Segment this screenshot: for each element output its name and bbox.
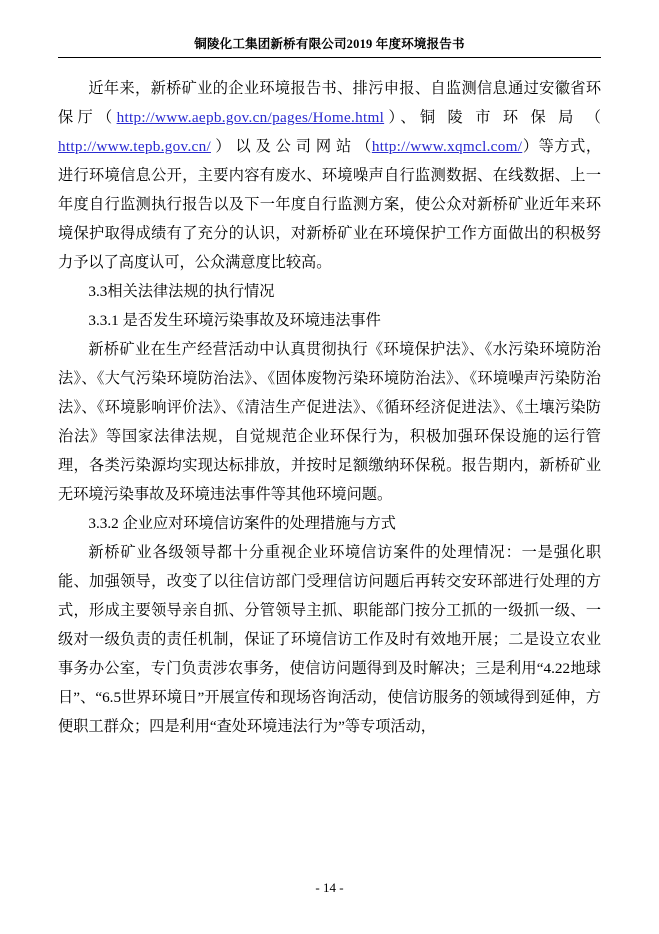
- paragraph-public-disclosure: [58, 74, 601, 277]
- link-xqmcl[interactable]: http://www.xqmcl.com/: [371, 138, 523, 155]
- section-heading-3-3-2: 3.3.2 企业应对环境信访案件的处理措施与方式: [88, 515, 396, 532]
- page-number: - 14 -: [315, 880, 344, 895]
- text-segment: ）、铜 陵 市 环 保 局 （: [384, 109, 601, 126]
- page-header-title: 铜陵化工集团新桥有限公司2019 年度环境报告书: [194, 37, 465, 51]
- document-body: [58, 74, 601, 741]
- link-tepb[interactable]: http://www.tepb.gov.cn/: [58, 138, 211, 155]
- section-heading-3-3: 3.3相关法律法规的执行情况: [88, 283, 275, 300]
- text-segment: ） 以 及 公 司 网 站 （: [211, 138, 372, 155]
- text-segment: 近年来，新桥矿业的企业环境报告书、排污申报、自监测信息通过安徽省环保厅（: [58, 80, 601, 126]
- section-heading-3-3-1: 3.3.1 是否发生环境污染事故及环境违法事件: [88, 312, 381, 329]
- header-divider: [58, 57, 601, 58]
- text-segment: ）等方式，进行环境信息公开，主要内容有废水、环境噪声自行监测数据、在线数据、上一年度自行监测执行报告以及下一年度自行监测方案，使公众对新桥矿业近年来环境保护取得成绩有了充分的认识，对新桥矿业在环境保护工作方面做出的积极努力予以了高度认可，公众满意度比较高。: [58, 138, 602, 271]
- link-aepb[interactable]: http://www.aepb.gov.cn/pages/Home.html: [116, 109, 385, 126]
- paragraph-complaint-handling: 新桥矿业各级领导都十分重视企业环境信访案件的处理情况：一是强化职能、加强领导，改变了以往信访部门受理信访问题后再转交安环部进行处理的方式，形成主要领导亲自抓、分管领导主抓、职能部门按分工抓的一级抓一级、一级对一级负责的责任机制，保证了环境信访工作及时有效地开展；二是设立农业事务办公室，专门负责涉农事务，使信访问题得到及时解决；三是利用“4.22地球日”、“6.5世界环境日”开展宣传和现场咨询活动，使信访服务的领域得到延伸，方便职工群众；四是利用“查处环境违法行为”等专项活动，: [58, 544, 601, 735]
- paragraph-law-compliance: 新桥矿业在生产经营活动中认真贯彻执行《环境保护法》、《水污染环境防治法》、《大气污染环境防治法》、《固体废物污染环境防治法》、《环境噪声污染防治法》、《环境影响评价法》、《清洁生产促进法》、《循环经济促进法》、《土壤污染防治法》等国家法律法规，自觉规范企业环保行为，积极加强环保设施的运行管理，各类污染源均实现达标排放，并按时足额缴纳环保税。报告期内，新桥矿业无环境污染事故及环境违法事件等其他环境问题。: [58, 341, 601, 503]
